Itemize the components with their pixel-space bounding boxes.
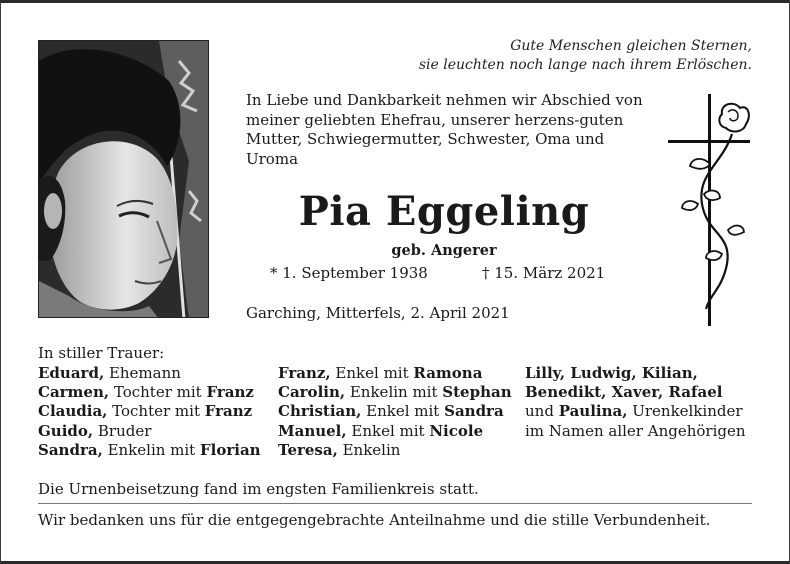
burial-note: Die Urnenbeisetzung fand im engsten Familienkreis statt.	[38, 480, 479, 498]
mourner-entry: Benedikt, Xaver, Rafael	[525, 383, 723, 402]
place-and-date: Garching, Mitterfels, 2. April 2021	[246, 304, 510, 322]
mourner-entry: Franz, Enkel mit Ramona	[278, 364, 483, 382]
deceased-name: Pia Eggeling	[298, 188, 590, 235]
birth-date: * 1. September 1938	[270, 264, 428, 282]
mourner-entry: Teresa, Enkelin	[278, 440, 401, 459]
mourners-column-3	[525, 364, 746, 441]
mourners-column-2	[278, 364, 512, 460]
mourner-entry: Manuel, Enkel mit Nicole	[278, 421, 484, 440]
quote-line-1: Gute Menschen gleichen Sternen,	[510, 38, 752, 54]
divider	[38, 503, 752, 504]
maiden-name: geb. Angerer	[391, 242, 497, 259]
intro-text: In Liebe und Dankbarkeit nehmen wir Abschied von meiner geliebten Ehefrau, unserer herzens-guten Mutter, Schwiegermutter, Schwester, Oma und Uroma	[246, 91, 643, 168]
memorial-quote	[419, 37, 752, 75]
cross-with-rose-icon	[662, 94, 762, 326]
mourner-entry: Sandra, Enkelin mit Florian	[38, 440, 261, 459]
mourner-entry: im Namen aller Angehörigen	[525, 421, 746, 440]
mourners-column-1	[38, 364, 261, 460]
death-date: † 15. März 2021	[482, 264, 606, 282]
mourner-entry: Carolin, Enkelin mit Stephan	[278, 383, 512, 402]
mourner-entry: und Paulina, Urenkelkinder	[525, 402, 743, 421]
mourner-entry: Eduard, Ehemann	[38, 364, 181, 382]
mourner-entry: Claudia, Tochter mit Franz	[38, 402, 253, 421]
quote-line-2: sie leuchten noch lange nach ihrem Erlöschen.	[418, 57, 752, 73]
mourner-entry: Guido, Bruder	[38, 421, 152, 440]
mourner-entry: Carmen, Tochter mit Franz	[38, 383, 254, 402]
thanks-note: Wir bedanken uns für die entgegengebrachte Anteilnahme und die stille Verbundenheit.	[38, 511, 711, 529]
mourner-entry: Lilly, Ludwig, Kilian,	[525, 364, 698, 382]
portrait-photo	[38, 40, 209, 318]
mourners-heading: In stiller Trauer:	[38, 344, 165, 362]
mourner-entry: Christian, Enkel mit Sandra	[278, 402, 504, 421]
